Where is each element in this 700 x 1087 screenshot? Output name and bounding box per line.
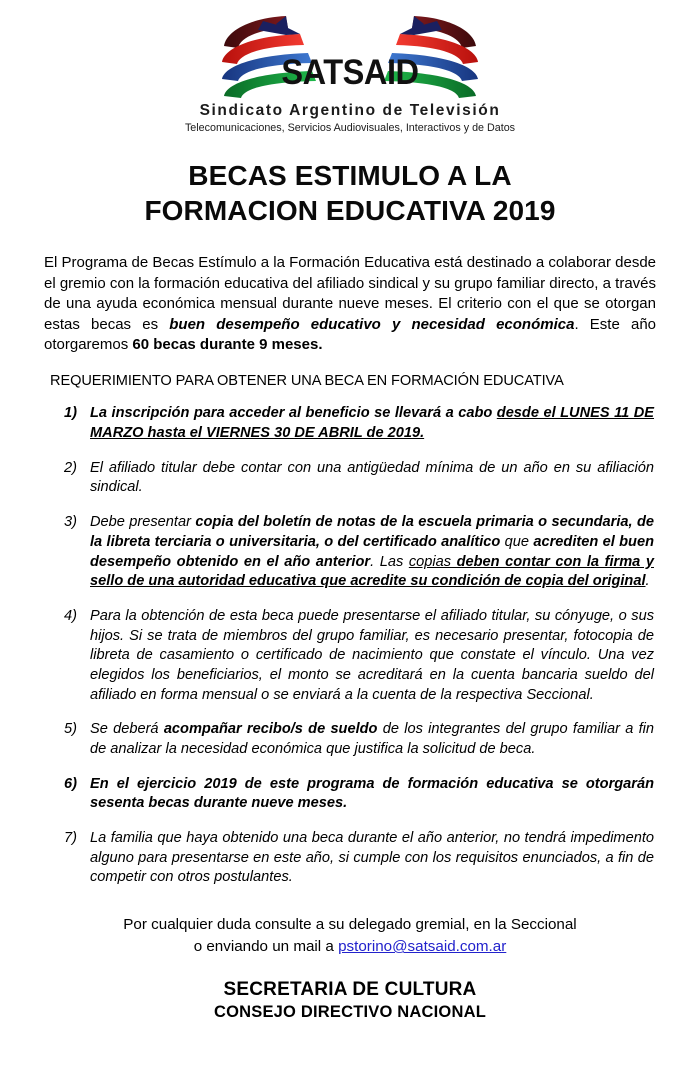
requirement-text [90,459,656,498]
requirement-text-segment: de los integrantes del grupo familiar a fin de analizar la necesidad económica que justifica la solicitud de beca. [90,721,654,758]
contact-note-line1: Por cualquier duda consulte a su delegado gremial, en la Seccional [123,916,577,934]
requirement-text-segment: acrediten el buen desempeño obtenido en el año anterior [90,533,654,570]
requirement-text-segment: copias [408,553,452,570]
requirement-number: 3) [64,514,77,531]
contact-note-prefix: o enviando un mail a [193,938,339,956]
requirement-item [44,459,656,498]
requirement-item [44,829,656,888]
requirement-item [44,607,656,705]
satsaid-wordmark: SATSAID [281,53,419,92]
page-title [0,159,700,228]
requirement-number: 7) [64,830,77,847]
contact-note-line2 [44,936,656,958]
intro-paragraph [44,253,656,355]
requirement-number: 5) [64,721,77,738]
requirement-text-segment: La inscripción para acceder al beneficio se llevará a cabo [90,405,497,422]
requirement-text [90,607,656,705]
requirement-text-segment: . [645,573,650,590]
page-title-line1: BECAS ESTIMULO A LA [188,160,512,192]
contact-note [44,914,656,958]
intro-emphasis-count: 60 becas durante 9 meses. [132,336,323,354]
requirement-text-segment: que [500,533,534,550]
document-body [44,253,656,1022]
requirement-number: 6) [64,775,77,792]
requirement-text-segment: . Las [370,553,409,570]
requirement-item [44,513,656,592]
requirement-text-segment: Para la obtención de esta beca puede presentarse el afiliado titular, su cónyuge, o sus hijos. Si se trata de miembros del grupo familiar, es necesario presentar, fotocopia de libreta de casamiento o certificado de nacimiento que constate el vínculo. Una vez elegidos los beneficiarios, el monto se acreditará en la cuenta bancaria sueldo del afiliado en forma mensual o se enviará a la cuenta de la respectiva Seccional. [90,607,654,703]
requirement-text [90,775,656,814]
requirement-text [90,513,656,592]
requirement-text-segment: acompañar recibo/s de sueldo [163,721,378,738]
requirement-item [44,775,656,814]
requirements-list [44,404,656,888]
satsaid-logo-mark [200,8,500,104]
requirement-text-segment: Debe presentar [90,514,196,531]
requirements-heading: REQUERIMIENTO PARA OBTENER UNA BECA EN FORMACIÓN EDUCATIVA [50,373,564,390]
signature-consejo: CONSEJO DIRECTIVO NACIONAL [214,1002,486,1021]
signature-block [44,978,656,1022]
intro-part1: El Programa de Becas Estímulo a la Formación Educativa está destinado a colaborar desde el gremio con la formación educativa del afiliado sindical y su grupo familiar directo, a través de una ayuda económica mensual durante nueve meses. El criterio con el que se otorgan estas becas es [44,254,656,333]
requirement-item [44,404,656,443]
requirement-text-segment: La familia que haya obtenido una beca durante el año anterior, no tendrá impedimento alguno para presentarse en este año, si cumple con los requisitos enunciados, a fin de competir con otros postulantes. [90,830,654,886]
intro-part2: . Este año otorgaremos [44,315,657,354]
requirement-text [90,829,656,888]
requirement-text-segment: deben contar con la firma y sello de una autoridad educativa que acredite su condición de copia del original [90,553,654,590]
signature-secretaria: SECRETARIA DE CULTURA [223,979,477,1001]
requirement-text-segment: desde el LUNES 11 DE MARZO hasta el VIERNES 30 DE ABRIL de 2019. [90,405,655,442]
requirement-text-segment: Se deberá [90,721,164,738]
page-title-line2: FORMACION EDUCATIVA 2019 [144,194,556,226]
requirement-text-segment: El afiliado titular debe contar con una antigüedad mínima de un año en su afiliación sindical. [90,459,654,496]
requirement-item [44,720,656,759]
logo-subtitle-primary: Sindicato Argentino de Televisión [199,102,501,119]
requirement-text-segment: copia del boletín de notas de la escuela primaria o secundaria, de la libreta terciaria o universitaria, o del certificado analítico [90,514,654,550]
requirement-number: 1) [64,405,77,422]
contact-email-link[interactable]: pstorino@satsaid.com.ar [338,938,507,956]
requirement-text [90,720,656,759]
logo-header [0,0,700,135]
requirement-number: 2) [64,459,77,476]
requirement-text-segment: En el ejercicio 2019 de este programa de formación educativa se otorgarán sesenta becas durante nueve meses. [90,775,654,812]
logo-subtitle-secondary: Telecomunicaciones, Servicios Audiovisuales, Interactivos y de Datos [184,121,516,134]
intro-emphasis-criteria: buen desempeño educativo y necesidad económica [169,315,575,333]
requirement-number: 4) [64,607,77,624]
requirement-text [90,404,656,443]
